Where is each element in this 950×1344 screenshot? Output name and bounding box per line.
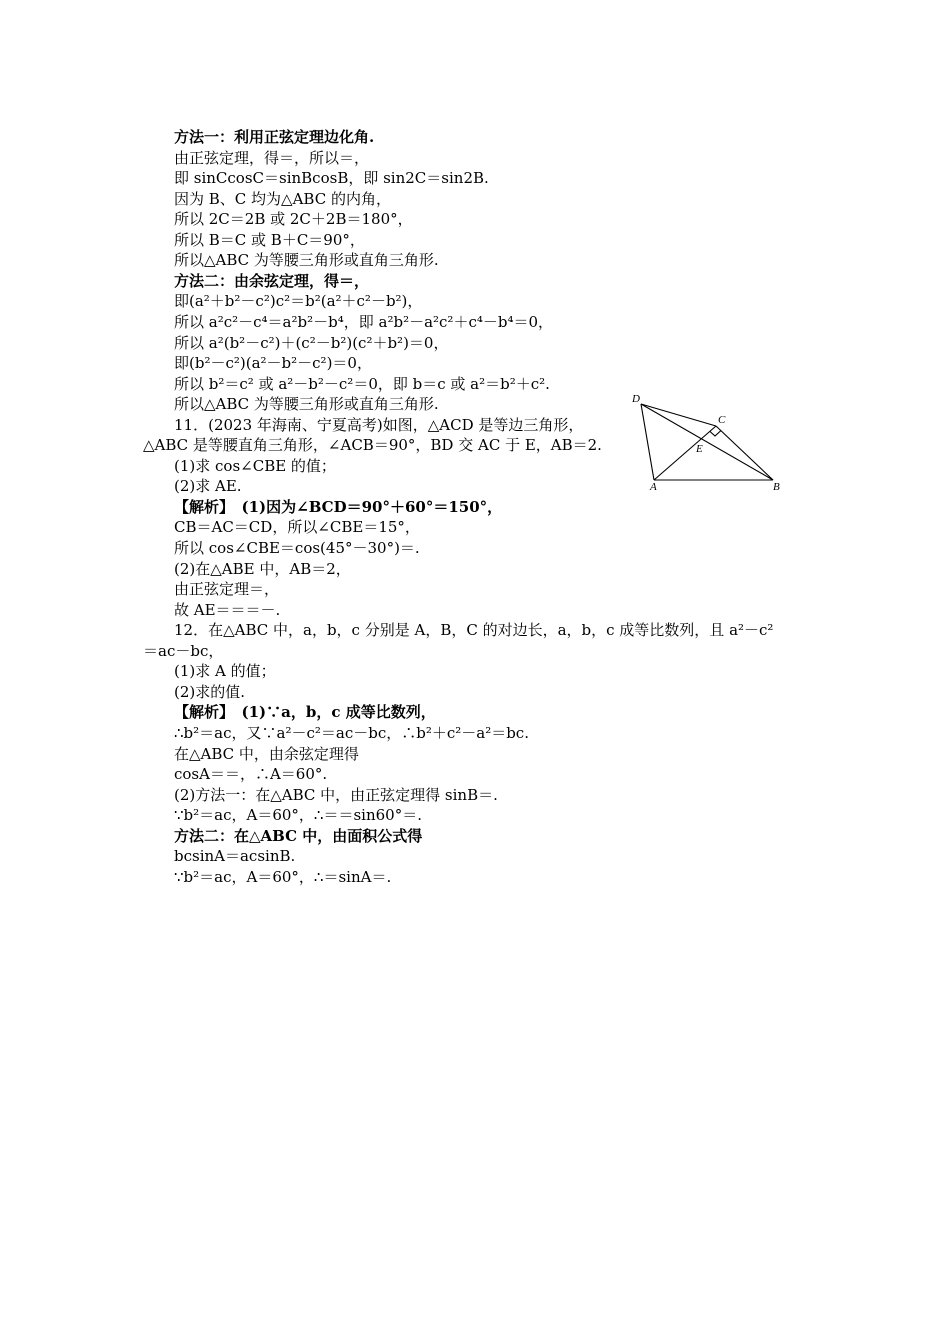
text-line: 由正弦定理＝， (174, 580, 280, 598)
label-A: A (650, 481, 657, 492)
segment-AC (654, 426, 716, 480)
text-line: 所以 B＝C 或 B＋C＝90°， (174, 231, 365, 249)
label-C: C (718, 414, 726, 426)
text-line: 方法二：在△ABC 中，由面积公式得 (174, 827, 423, 845)
text-line: ∵b²＝ac，A＝60°，∴＝sinA＝. (174, 868, 392, 886)
text-line: ∴b²＝ac，又∵a²－c²＝ac－bc，∴b²＋c²－a²＝bc. (174, 724, 529, 742)
text-line: (2)在△ABE 中，AB＝2， (174, 560, 351, 578)
text-line: 【解析】 (1)∵a，b，c 成等比数列， (174, 703, 436, 721)
segment-DA (641, 404, 654, 480)
text-line: 在△ABC 中，由余弦定理得 (174, 745, 359, 763)
text-line: 11．(2023 年海南、宁夏高考)如图，△ACD 是等边三角形， (174, 416, 584, 434)
text-line: 所以 b²＝c² 或 a²－b²－c²＝0，即 b＝c 或 a²＝b²＋c². (174, 375, 550, 393)
text-line: ＝ac－bc， (143, 642, 224, 660)
segment-DB (641, 404, 773, 480)
label-E: E (696, 443, 703, 455)
text-line: cosA＝＝，∴A＝60°. (174, 765, 328, 783)
text-line: 即 sinCcosC＝sinBcosB，即 sin2C＝sin2B. (174, 169, 489, 187)
label-D: D (632, 393, 640, 405)
text-line: (2)求的值. (174, 683, 246, 701)
segment-CB (716, 426, 773, 480)
text-line: bcsinA＝acsinB. (174, 847, 296, 865)
right-angle-mark (710, 431, 721, 437)
text-line: 方法二：由余弦定理，得＝， (174, 272, 370, 290)
text-line: 【解析】 (1)因为∠BCD＝90°＋60°＝150°， (174, 498, 503, 516)
text-line: (1)求 cos∠CBE 的值； (174, 457, 336, 475)
text-line: ∵b²＝ac，A＝60°，∴＝＝sin60°＝. (174, 806, 422, 824)
segment-DC (641, 404, 716, 426)
text-line: 方法一：利用正弦定理边化角. (174, 128, 375, 146)
triangle-figure (628, 392, 788, 492)
text-line: 因为 B、C 均为△ABC 的内角， (174, 190, 391, 208)
text-line: 由正弦定理，得＝，所以＝， (174, 149, 370, 167)
text-line: 故 AE＝＝＝－. (174, 601, 281, 619)
text-line: 所以△ABC 为等腰三角形或直角三角形. (174, 395, 439, 413)
text-line: 所以△ABC 为等腰三角形或直角三角形. (174, 251, 439, 269)
text-line: 所以 cos∠CBE＝cos(45°－30°)＝. (174, 539, 420, 557)
text-line: 所以 a²(b²－c²)＋(c²－b²)(c²＋b²)＝0， (174, 334, 449, 352)
text-line: (2)求 AE. (174, 477, 242, 495)
text-line: △ABC 是等腰直角三角形，∠ACB＝90°，BD 交 AC 于 E，AB＝2. (143, 436, 602, 454)
text-line: (2)方法一：在△ABC 中，由正弦定理得 sinB＝. (174, 786, 498, 804)
text-line: 所以 2C＝2B 或 2C＋2B＝180°， (174, 210, 413, 228)
text-line: 即(b²－c²)(a²－b²－c²)＝0， (174, 354, 372, 372)
text-line: 所以 a²c²－c⁴＝a²b²－b⁴，即 a²b²－a²c²＋c⁴－b⁴＝0， (174, 313, 554, 331)
text-line: CB＝AC＝CD，所以∠CBE＝15°， (174, 518, 420, 536)
label-B: B (773, 481, 780, 492)
text-line: (1)求 A 的值； (174, 662, 276, 680)
text-line: 即(a²＋b²－c²)c²＝b²(a²＋c²－b²)， (174, 292, 423, 310)
text-line: 12．在△ABC 中，a，b，c 分别是 A，B，C 的对边长，a，b，c 成等比数列，且 a²－c² (174, 621, 774, 639)
